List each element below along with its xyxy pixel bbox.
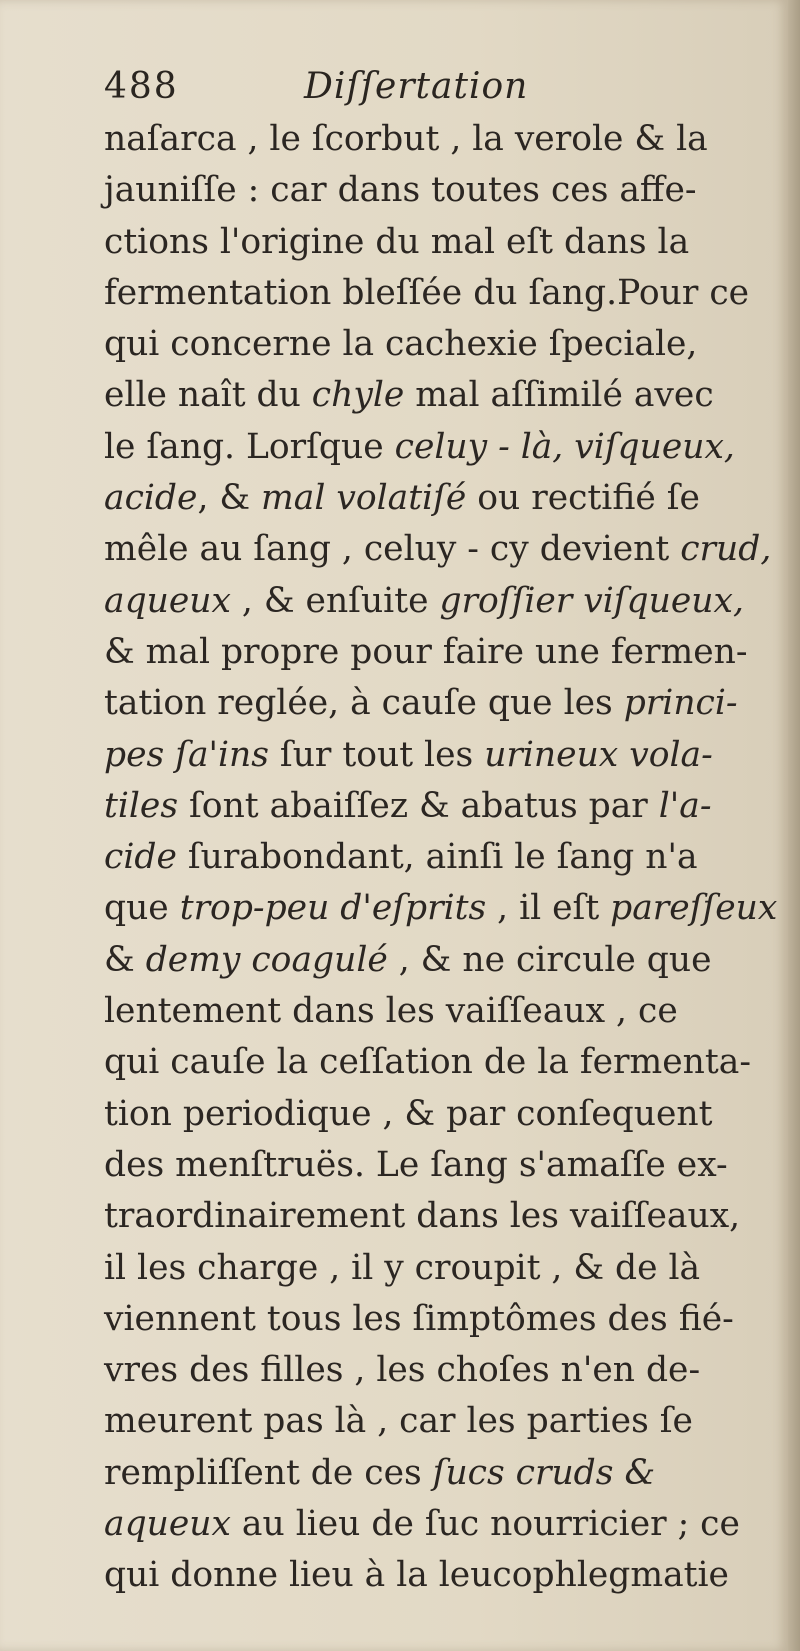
italic-segment: aqueux [104,1504,231,1545]
text-segment: le ſang. Lorſque [104,426,395,467]
text-line [104,1140,754,1191]
page-number: 488 [104,66,179,107]
text-line [104,1345,754,1396]
text-segment: , & enſuite [230,580,440,621]
text-line [104,1243,754,1294]
text-segment: elle naît du [104,375,312,416]
text-segment: , & [197,478,262,519]
text-line [104,576,754,627]
italic-segment: crud, [680,529,772,570]
text-segment: ou rectifié ſe [466,478,700,519]
text-line [104,832,754,883]
text-line [104,935,754,986]
text-line [104,1396,754,1447]
text-line [104,114,754,165]
italic-segment: celuy - là, viſqueux, [394,426,735,467]
body-text [104,114,778,1602]
text-segment: ctions l'origine du mal eſt dans la [104,221,690,262]
text-segment: meurent pas là , car les parties ſe [104,1401,693,1442]
text-segment: naſarca , le ſcorbut , la verole & la [104,119,708,159]
italic-segment: acide [104,478,198,519]
text-line [104,781,754,832]
text-segment: viennent tous les ſimptômes des fié- [104,1298,734,1339]
text-segment: mal aſſimilé avec [404,375,714,416]
text-segment: & mal propre pour faire une fermen- [104,631,748,672]
text-line [104,1448,754,1499]
text-line [104,370,754,421]
italic-segment: cide [104,837,177,878]
running-head: Diſſertation [304,66,529,107]
text-segment: & [104,939,146,980]
italic-segment: aqueux [104,580,231,621]
page-edge [788,0,800,1651]
text-line [104,730,754,781]
italic-segment: chyle [311,375,405,416]
text-segment: , il eſt [486,888,611,929]
italic-segment: urineux vola- [484,734,713,775]
text-line [104,1550,754,1601]
text-segment: que [104,888,180,929]
text-segment: il les charge , il y croupit , & de là [104,1247,701,1288]
text-segment: des menſtruës. Le ſang s'amaſſe ex- [104,1144,728,1185]
text-line [104,1089,754,1140]
text-segment: , & ne circule que [387,939,712,980]
text-segment: fermentation bleſſée du ſang.Pour ce [104,272,750,313]
text-line [104,627,754,678]
text-line [104,1499,754,1550]
text-segment: vres des filles , les choſes n'en de- [104,1350,701,1391]
text-segment: mêle au ſang , celuy - cy devient [104,529,681,570]
text-line [104,883,778,934]
italic-segment: l'a- [658,785,712,826]
text-line [104,986,754,1037]
text-line [104,165,754,216]
text-line [104,268,754,319]
italic-segment: tiles [104,785,179,826]
text-line [104,1294,754,1345]
text-segment: tation reglée, à cauſe que les [104,683,624,724]
text-segment: ſurabondant, ainſi le ſang n'a [176,837,698,878]
text-line [104,422,754,473]
text-segment: qui concerne la cachexie ſpeciale, [104,324,698,365]
text-line [104,217,754,268]
italic-segment: princi- [623,683,738,724]
text-line [104,1037,754,1088]
italic-segment: mal volatiſé [261,478,467,519]
text-segment: ſur tout les [268,734,485,775]
text-segment: ſont abaiſſez & abatus par [178,785,659,826]
text-line [104,473,754,524]
italic-segment: groſſier viſqueux, [439,580,744,621]
text-line [104,1191,754,1242]
text-line [104,524,772,575]
text-segment: tion periodique , & par conſequent [104,1093,713,1134]
italic-segment: trop-peu d'eſprits [179,888,487,929]
text-segment: jauniſſe : car dans toutes ces affe- [104,170,697,211]
text-segment: rempliſſent de ces [104,1452,433,1493]
text-segment: au lieu de ſuc nourricier ; ce [230,1504,740,1545]
text-segment: lentement dans les vaiſſeaux , ce [104,991,678,1032]
text-segment: qui cauſe la ceſſation de la fermenta- [104,1042,751,1083]
italic-segment: demy coagulé [145,939,388,980]
italic-segment: ſucs cruds & [432,1452,656,1493]
text-segment: qui donne lieu à la leucophlegmatie [104,1555,729,1596]
italic-segment: pes ſa'ins [104,734,269,775]
text-line [104,678,754,729]
text-line [104,319,754,370]
text-segment: traordinairement dans les vaiſſeaux, [104,1196,741,1237]
italic-segment: pareſſeux [610,888,778,929]
